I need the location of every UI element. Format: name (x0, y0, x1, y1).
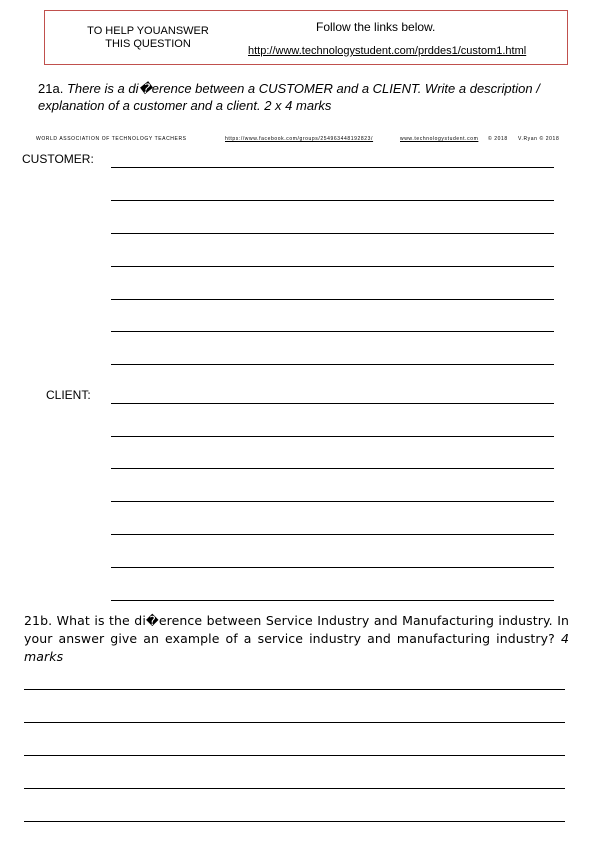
client-answer-line[interactable] (111, 501, 554, 502)
q21b-answer-line[interactable] (24, 722, 565, 723)
help-text: TO HELP YOUANSWER THIS QUESTION (87, 25, 209, 50)
customer-answer-line[interactable] (111, 266, 554, 267)
footer-org: WORLD ASSOCIATION OF TECHNOLOGY TEACHERS (36, 136, 187, 142)
question-21b (24, 612, 569, 666)
q21b-answer-line[interactable] (24, 689, 565, 690)
customer-label: CUSTOMER: (22, 152, 94, 166)
site-copyright: © 2018 (488, 136, 508, 142)
question-21a-marks: 2 x 4 marks (264, 98, 332, 113)
question-21b-marks: 4 marks (24, 631, 569, 664)
site-link[interactable]: www.technologystudent.com (400, 136, 479, 142)
customer-answer-line[interactable] (111, 299, 554, 300)
question-21a-text: There is a di�erence between a CUSTOMER and a CLIENT. Write a description / explanation of a customer and a client. (38, 81, 540, 113)
client-answer-line[interactable] (111, 436, 554, 437)
question-21b-text: 21b. What is the di�erence between Service Industry and Manufacturing industry. In your answer give an example of a service industry and manufacturing industry? (24, 613, 569, 646)
question-21a-number: 21a. (38, 81, 64, 96)
footer-author: V.Ryan © 2018 (518, 136, 560, 142)
client-answer-line[interactable] (111, 468, 554, 469)
follow-links-text: Follow the links below. (316, 20, 436, 34)
client-answer-line[interactable] (111, 600, 554, 601)
customer-answer-line[interactable] (111, 233, 554, 234)
customer-answer-line[interactable] (111, 200, 554, 201)
facebook-group-link[interactable]: https://www.facebook.com/groups/254963448192823/ (225, 136, 374, 142)
client-answer-line[interactable] (111, 534, 554, 535)
client-answer-line[interactable] (111, 403, 554, 404)
customer-page-link[interactable]: http://www.technologystudent.com/prddes1/custom1.html (248, 45, 527, 57)
client-answer-line[interactable] (111, 567, 554, 568)
q21b-answer-line[interactable] (24, 788, 565, 789)
q21b-answer-line[interactable] (24, 821, 565, 822)
customer-answer-line[interactable] (111, 364, 554, 365)
client-label: CLIENT: (46, 388, 91, 402)
q21b-answer-line[interactable] (24, 755, 565, 756)
customer-answer-line[interactable] (111, 331, 554, 332)
customer-answer-line[interactable] (111, 167, 554, 168)
question-21a (38, 80, 593, 114)
